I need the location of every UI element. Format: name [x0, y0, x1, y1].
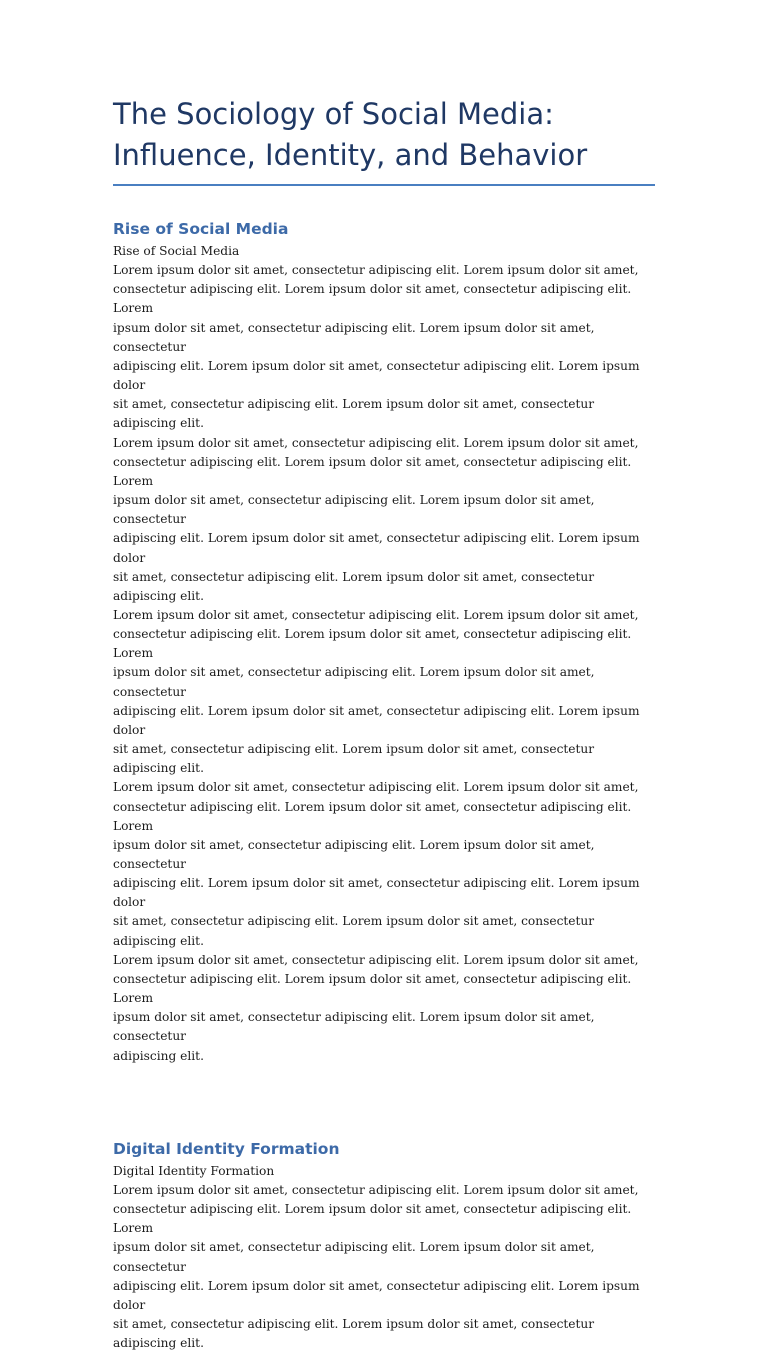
section-subheading: Rise of Social Media	[113, 244, 240, 258]
section-subheading: Digital Identity Formation	[113, 1163, 275, 1178]
section-rise-of-social-media	[113, 219, 655, 1066]
section-heading: Rise of Social Media	[113, 220, 289, 238]
section-body: Lorem ipsum dolor sit amet, consectetur adipiscing elit. Lorem ipsum dolor sit amet, consectetur adipiscing elit. Lorem ipsum dolor sit amet, consectetur adipiscing elit. Lorem ipsum dolor sit amet, consectetur adipiscing elit. Lorem ipsum dolor sit amet, consectetur adipiscing elit. Lorem ipsum dolor sit amet, consectetur adipiscing elit. Lorem ipsum dolor sit amet, consectetur adipiscing elit. Lorem ipsum dolor sit amet, consectetur adipiscing elit.	[113, 1182, 640, 1351]
section-body: Lorem ipsum dolor sit amet, consectetur adipiscing elit. Lorem ipsum dolor sit amet, consectetur adipiscing elit. Lorem ipsum dolor sit amet, consectetur adipiscing elit. Lorem ipsum dolor sit amet, consectetur adipiscing elit. Lorem ipsum dolor sit amet, consectetur adipiscing elit. Lorem ipsum dolor sit amet, consectetur adipiscing elit. Lorem ipsum dolor sit amet, consectetur adipiscing elit. Lorem ipsum dolor sit amet, consectetur adipiscing elit. Lorem ipsum dolor sit amet, consectetur adipiscing elit. Lorem ipsum dolor sit amet, consectetur adipiscing elit. Lorem ipsum dolor sit amet, consectetur adipiscing elit. Lorem ipsum dolor sit amet, consectetur adipiscing elit. Lorem ipsum dolor sit amet, consectetur adipiscing elit. Lorem ipsum dolor sit amet, consectetur adipiscing elit. Lorem ipsum dolor sit amet, consectetur adipiscing elit. Lorem ipsum dolor sit amet, consectetur adipiscing elit. Lorem ipsum dolor sit amet, consectetur adipiscing elit. Lorem ipsum dolor sit amet, consectetur adipiscing elit. Lorem ipsum dolor sit amet, consectetur adipiscing elit. Lorem ipsum dolor sit amet, consectetur adipiscing elit. Lorem ipsum dolor sit amet, consectetur adipiscing elit. Lorem ipsum dolor sit amet, consectetur adipiscing elit. Lorem ipsum dolor sit amet, consectetur adipiscing elit. Lorem ipsum dolor sit amet, consectetur adipiscing elit. Lorem ipsum dolor sit amet, consectetur adipiscing elit. Lorem ipsum dolor sit amet, consectetur adipiscing elit. Lorem ipsum dolor sit amet, consectetur adipiscing elit. Lorem ipsum dolor sit amet, consectetur adipiscing elit. Lorem ipsum dolor sit amet, consectetur adipiscing elit. Lorem ipsum dolor sit amet, consectetur adipiscing elit. Lorem ipsum dolor sit amet, consectetur adipiscing elit. Lorem ipsum dolor sit amet, consectetur adipiscing elit. Lorem ipsum dolor sit amet, consectetur adipiscing elit. Lorem ipsum dolor sit amet, consectetur adipiscing elit. Lorem ipsum dolor sit amet, consectetur adipiscing elit. Lorem ipsum dolor sit amet, consectetur adipiscing elit. Lorem ipsum dolor sit amet, consectetur adipiscing elit.	[113, 263, 640, 1063]
section-heading: Digital Identity Formation	[113, 1139, 340, 1158]
section-digital-identity-formation	[113, 1139, 655, 1353]
document-title: The Sociology of Social Media: Influence, Identity, and Behavior	[113, 94, 655, 186]
